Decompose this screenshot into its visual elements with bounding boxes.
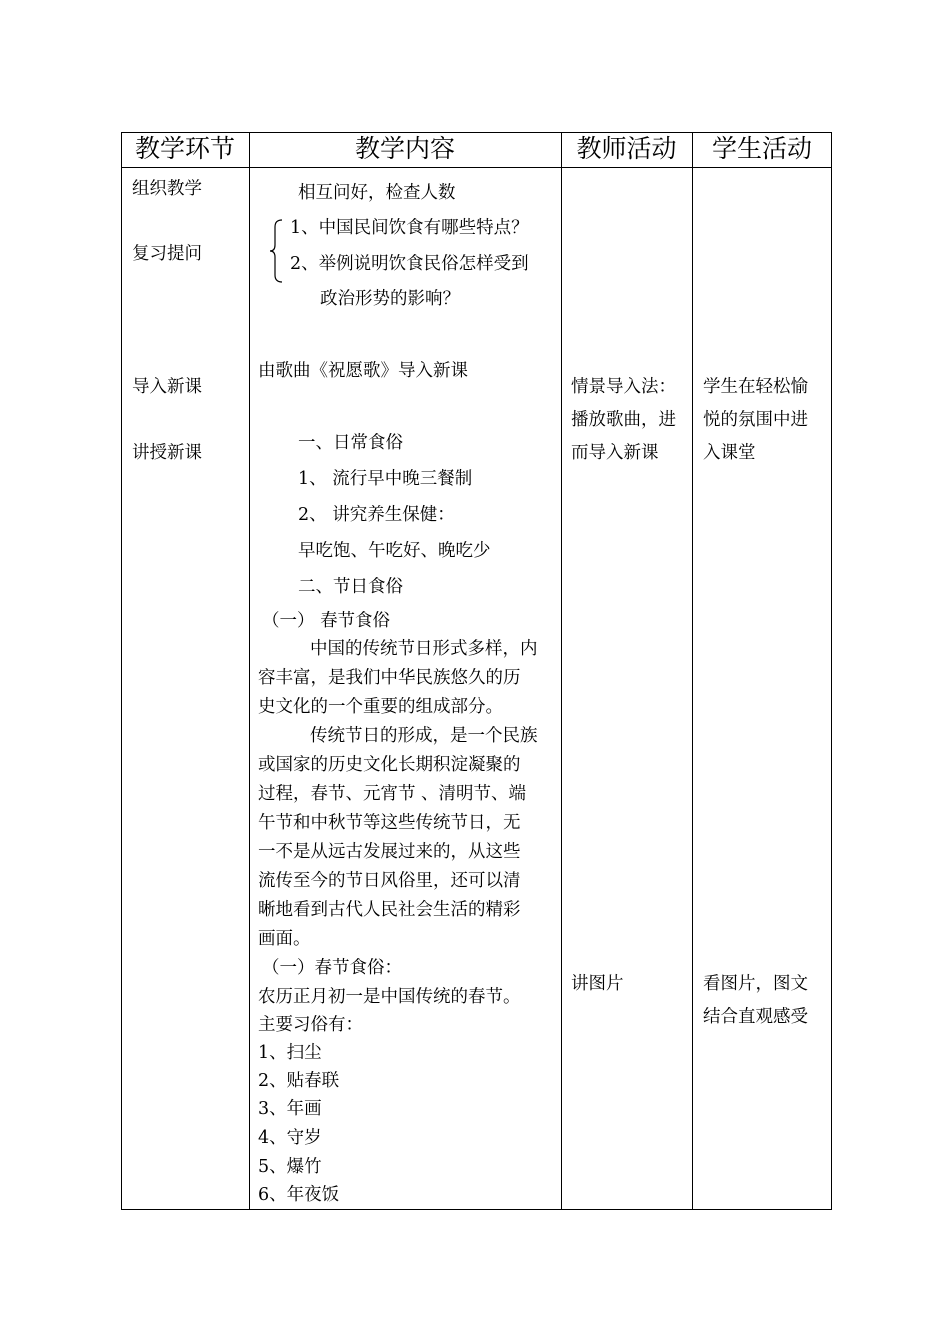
student-pictures-line: 结合直观感受 [703, 1007, 808, 1027]
custom-item: 3、年画 [258, 1099, 322, 1119]
content-greeting: 相互问好，检查人数 [298, 183, 456, 203]
daily-item-2-detail: 早吃饱、午吃好、晚吃少 [298, 541, 491, 561]
header-stage: 教学环节 [134, 134, 235, 163]
teacher-pictures: 讲图片 [571, 974, 624, 994]
student-intro-line: 悦的氛围中进 [703, 410, 808, 430]
column-divider [692, 133, 693, 1209]
teacher-intro-line: 而导入新课 [571, 443, 659, 463]
custom-item: 5、爆竹 [258, 1157, 322, 1177]
paragraph-2-line: 午节和中秋节等这些传统节日，无 [258, 813, 521, 833]
paragraph-2-line: 画面。 [258, 929, 311, 949]
section-festival: 二、节日食俗 [298, 577, 403, 597]
custom-item: 1、扫尘 [258, 1043, 322, 1063]
review-question-2: 2、举例说明饮食民俗怎样受到 [290, 254, 529, 274]
review-question-2-cont: 政治形势的影响？ [320, 289, 460, 309]
paragraph-1-line: 容丰富，是我们中华民族悠久的历 [258, 668, 521, 688]
custom-item: 6、年夜饭 [258, 1185, 340, 1205]
paragraph-2-line: 传统节日的形成，是一个民族 [310, 726, 538, 746]
student-intro-line: 入课堂 [703, 443, 756, 463]
paragraph-1-line: 中国的传统节日形式多样，内 [310, 639, 538, 659]
customs-heading: 主要习俗有： [258, 1015, 363, 1035]
header-teacher: 教师活动 [576, 134, 677, 163]
header-student: 学生活动 [711, 134, 812, 163]
paragraph-2-line: 或国家的历史文化长期积淀凝聚的 [258, 755, 521, 775]
column-divider [561, 133, 562, 1209]
subsection-spring: （一） 春节食俗 [262, 611, 391, 631]
paragraph-2-line: 流传至今的节日风俗里，还可以清 [258, 871, 521, 891]
stage-review: 复习提问 [132, 244, 202, 264]
column-divider [249, 133, 250, 1209]
content-intro: 由歌曲《祝愿歌》导入新课 [258, 361, 468, 381]
custom-item: 4、守岁 [258, 1128, 322, 1148]
section-daily: 一、日常食俗 [298, 433, 403, 453]
review-question-1: 1、中国民间饮食有哪些特点？ [290, 218, 529, 238]
paragraph-2-line: 一不是从远古发展过来的，从这些 [258, 842, 521, 862]
paragraph-1-line: 史文化的一个重要的组成部分。 [258, 697, 503, 717]
subsection-spring-custom: （一）春节食俗： [262, 958, 402, 978]
teacher-intro-line: 情景导入法： [571, 377, 676, 397]
student-pictures-line: 看图片，图文 [703, 974, 808, 994]
custom-item: 2、贴春联 [258, 1071, 340, 1091]
paragraph-2-line: 晰地看到古代人民社会生活的精彩 [258, 900, 521, 920]
student-intro-line: 学生在轻松愉 [703, 377, 808, 397]
header-divider [122, 167, 831, 168]
stage-organize: 组织教学 [132, 179, 202, 199]
daily-item-1: 1、 流行早中晚三餐制 [298, 469, 473, 489]
stage-introduce: 导入新课 [132, 377, 202, 397]
header-content: 教学内容 [354, 134, 455, 163]
teacher-intro-line: 播放歌曲，进 [571, 410, 676, 430]
paragraph-2-line: 过程，春节、元宵节 、清明节、端 [258, 784, 527, 804]
spring-festival-date: 农历正月初一是中国传统的春节。 [258, 987, 521, 1007]
daily-item-2: 2、 讲究养生保健： [298, 505, 455, 525]
stage-teach: 讲授新课 [132, 443, 202, 463]
brace-icon [269, 219, 283, 283]
